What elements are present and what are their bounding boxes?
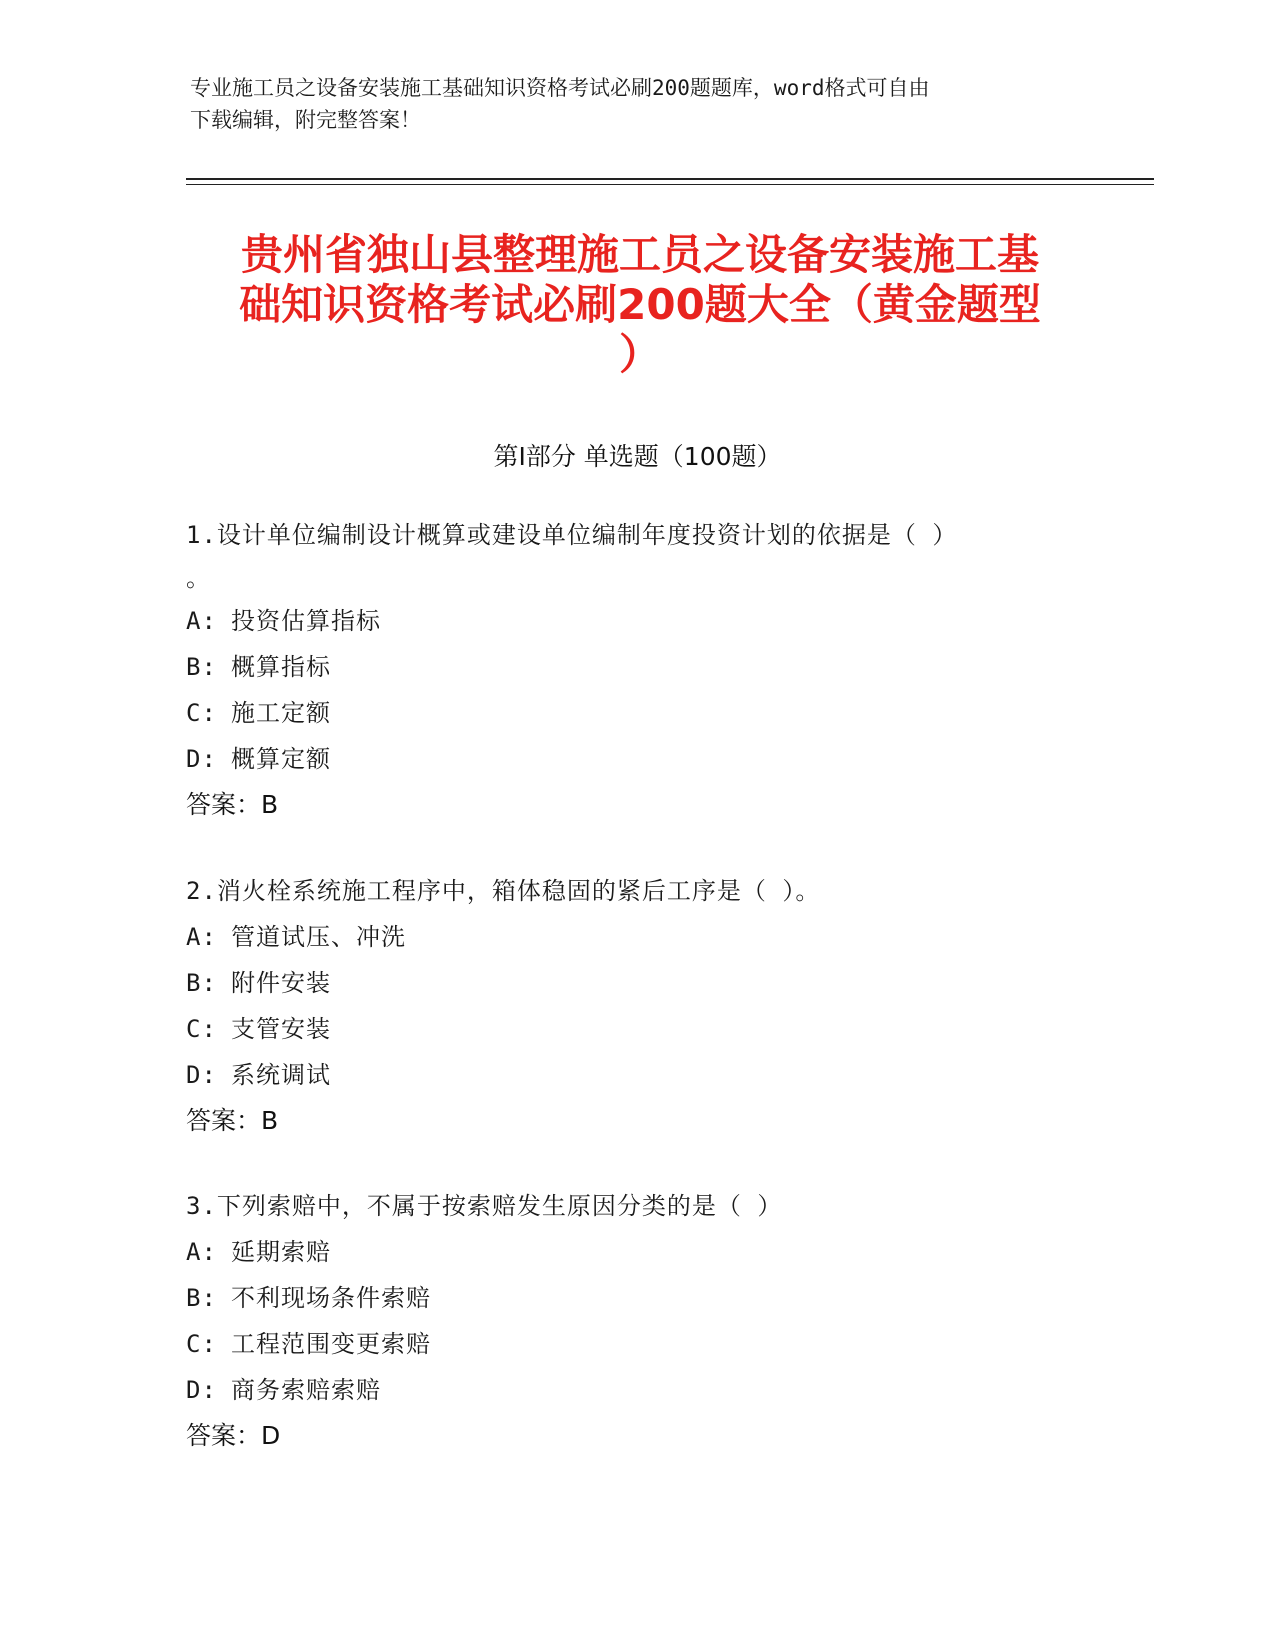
option-text: 支管安装 bbox=[231, 1015, 331, 1043]
title-line-1: 贵州省独山县整理施工员之设备安装施工基 bbox=[240, 230, 1039, 279]
option-letter: A: bbox=[186, 607, 217, 635]
option-letter: A: bbox=[186, 1238, 217, 1266]
question-2 bbox=[186, 868, 1086, 1144]
question-1 bbox=[186, 512, 1086, 828]
option-letter: C: bbox=[186, 1015, 217, 1043]
option-letter: D: bbox=[186, 1061, 217, 1089]
option-letter: D: bbox=[186, 745, 217, 773]
header-note bbox=[190, 72, 1070, 136]
question-stem-continued: 。 bbox=[186, 564, 211, 592]
title-line-2: 础知识资格考试必刷200题大全（黄金题型 bbox=[239, 280, 1041, 329]
option-b bbox=[186, 644, 1086, 690]
option-text: 系统调试 bbox=[231, 1061, 331, 1089]
option-text: 商务索赔索赔 bbox=[231, 1376, 381, 1404]
question-stem: 1.设计单位编制设计概算或建设单位编制年度投资计划的依据是（ ） bbox=[186, 521, 958, 549]
option-text: 不利现场条件索赔 bbox=[231, 1284, 431, 1312]
option-c bbox=[186, 1321, 1086, 1367]
option-letter: B: bbox=[186, 969, 217, 997]
question-stem: 3.下列索赔中，不属于按索赔发生原因分类的是（ ） bbox=[186, 1192, 783, 1220]
option-text: 工程范围变更索赔 bbox=[231, 1330, 431, 1358]
header-note-line-1: 专业施工员之设备安装施工基础知识资格考试必刷200题题库，word格式可自由 bbox=[190, 76, 930, 100]
option-c bbox=[186, 690, 1086, 736]
answer: 答案：D bbox=[186, 1421, 281, 1450]
option-letter: C: bbox=[186, 1330, 217, 1358]
option-a bbox=[186, 1229, 1086, 1275]
title-line-3: ） bbox=[618, 330, 661, 379]
option-text: 投资估算指标 bbox=[231, 607, 381, 635]
option-letter: B: bbox=[186, 1284, 217, 1312]
option-text: 概算指标 bbox=[231, 653, 331, 681]
option-letter: B: bbox=[186, 653, 217, 681]
option-b bbox=[186, 1275, 1086, 1321]
header-divider-thick bbox=[186, 178, 1154, 180]
question-3 bbox=[186, 1183, 1086, 1459]
answer: 答案：B bbox=[186, 1106, 279, 1135]
option-letter: D: bbox=[186, 1376, 217, 1404]
option-a bbox=[186, 598, 1086, 644]
option-text: 概算定额 bbox=[231, 745, 331, 773]
option-text: 管道试压、冲洗 bbox=[231, 923, 406, 951]
header-divider-thin bbox=[186, 184, 1154, 185]
option-letter: C: bbox=[186, 699, 217, 727]
option-c bbox=[186, 1006, 1086, 1052]
question-stem: 2.消火栓系统施工程序中，箱体稳固的紧后工序是（ ）。 bbox=[186, 877, 821, 905]
option-a bbox=[186, 914, 1086, 960]
option-letter: A: bbox=[186, 923, 217, 951]
option-text: 附件安装 bbox=[231, 969, 331, 997]
option-text: 延期索赔 bbox=[231, 1238, 331, 1266]
document-title bbox=[195, 230, 1085, 380]
option-d bbox=[186, 736, 1086, 782]
header-note-line-2: 下载编辑，附完整答案！ bbox=[190, 108, 421, 132]
option-text: 施工定额 bbox=[231, 699, 331, 727]
option-d bbox=[186, 1367, 1086, 1413]
answer: 答案：B bbox=[186, 790, 279, 819]
section-heading: 第Ⅰ部分 单选题（100题） bbox=[493, 442, 782, 471]
option-d bbox=[186, 1052, 1086, 1098]
option-b bbox=[186, 960, 1086, 1006]
